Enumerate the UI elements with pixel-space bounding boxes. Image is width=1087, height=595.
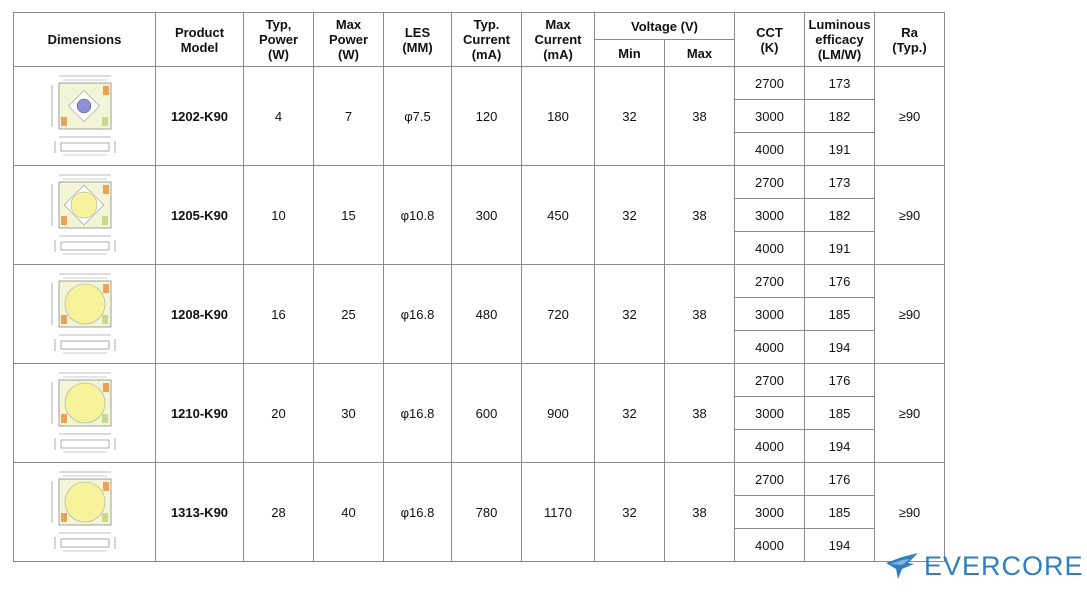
efficacy-value: 176 [805, 463, 875, 496]
typ-current: 600 [452, 364, 522, 463]
max-power: 30 [314, 364, 384, 463]
cct-value: 2700 [735, 67, 805, 100]
efficacy-value: 182 [805, 100, 875, 133]
voltage-min: 32 [595, 67, 665, 166]
les: φ7.5 [384, 67, 452, 166]
header-typ-current [452, 13, 522, 67]
efficacy-value: 173 [805, 166, 875, 199]
typ-power: 20 [244, 364, 314, 463]
cct-value: 3000 [735, 397, 805, 430]
header-max-current-text: Max Current (mA) [534, 17, 582, 62]
header-ra [875, 13, 945, 67]
max-power: 7 [314, 67, 384, 166]
cct-value: 4000 [735, 331, 805, 364]
header-max-power [314, 13, 384, 67]
voltage-min: 32 [595, 364, 665, 463]
cct-value: 2700 [735, 265, 805, 298]
header-les [384, 13, 452, 67]
efficacy-value: 176 [805, 265, 875, 298]
product-model: 1208-K90 [156, 265, 244, 364]
efficacy-value: 191 [805, 133, 875, 166]
cct-value: 2700 [735, 166, 805, 199]
typ-power: 28 [244, 463, 314, 562]
header-voltage-min: Min [595, 40, 665, 67]
product-model: 1210-K90 [156, 364, 244, 463]
voltage-min: 32 [595, 166, 665, 265]
efficacy-value: 185 [805, 496, 875, 529]
typ-current: 300 [452, 166, 522, 265]
efficacy-value: 182 [805, 199, 875, 232]
cct-value: 4000 [735, 529, 805, 562]
header-max-current [522, 13, 595, 67]
header-ra-text: Ra (Typ.) [892, 24, 927, 55]
product-model: 1313-K90 [156, 463, 244, 562]
cct-value: 4000 [735, 430, 805, 463]
dimension-drawing-cell [14, 364, 156, 463]
header-luminous-efficacy-text: Luminous efficacy (LM/W) [808, 17, 871, 62]
spec-table-body [14, 67, 945, 562]
efficacy-value: 185 [805, 397, 875, 430]
table-row [14, 166, 945, 199]
header-max-power-text: Max Power (W) [328, 17, 368, 62]
voltage-max: 38 [665, 265, 735, 364]
efficacy-value: 185 [805, 298, 875, 331]
header-product-model [156, 13, 244, 67]
efficacy-value: 173 [805, 67, 875, 100]
header-typ-power-text: Typ, Power (W) [258, 17, 298, 62]
voltage-min: 32 [595, 463, 665, 562]
cct-value: 2700 [735, 463, 805, 496]
cct-value: 2700 [735, 364, 805, 397]
brand-bird-icon [884, 551, 920, 581]
led-dimension-drawing [45, 368, 125, 458]
les: φ10.8 [384, 166, 452, 265]
max-power: 15 [314, 166, 384, 265]
table-row [14, 463, 945, 496]
cct-value: 3000 [735, 199, 805, 232]
header-cct-text: CCT (K) [756, 24, 783, 55]
ra-value: ≥90 [875, 67, 945, 166]
cct-value: 4000 [735, 133, 805, 166]
dimension-drawing-cell [14, 265, 156, 364]
max-current: 900 [522, 364, 595, 463]
voltage-max: 38 [665, 166, 735, 265]
header-cct [735, 13, 805, 67]
typ-current: 480 [452, 265, 522, 364]
table-row [14, 67, 945, 100]
les: φ16.8 [384, 463, 452, 562]
typ-power: 16 [244, 265, 314, 364]
spec-table [13, 12, 945, 562]
cct-value: 3000 [735, 298, 805, 331]
ra-value: ≥90 [875, 265, 945, 364]
efficacy-value: 191 [805, 232, 875, 265]
dimension-drawing-cell [14, 67, 156, 166]
voltage-max: 38 [665, 67, 735, 166]
header-voltage: Voltage (V) [595, 13, 735, 40]
cct-value: 3000 [735, 100, 805, 133]
typ-power: 4 [244, 67, 314, 166]
max-power: 40 [314, 463, 384, 562]
header-voltage-max: Max [665, 40, 735, 67]
typ-current: 780 [452, 463, 522, 562]
header-les-text: LES (MM) [402, 24, 433, 55]
max-current: 720 [522, 265, 595, 364]
efficacy-value: 194 [805, 331, 875, 364]
efficacy-value: 176 [805, 364, 875, 397]
ra-value: ≥90 [875, 364, 945, 463]
led-dimension-drawing [45, 269, 125, 359]
voltage-max: 38 [665, 463, 735, 562]
ra-value: ≥90 [875, 166, 945, 265]
header-luminous-efficacy [805, 13, 875, 67]
typ-current: 120 [452, 67, 522, 166]
max-current: 450 [522, 166, 595, 265]
product-model: 1202-K90 [156, 67, 244, 166]
voltage-min: 32 [595, 265, 665, 364]
max-current: 180 [522, 67, 595, 166]
table-row [14, 364, 945, 397]
header-typ-current-text: Typ. Current (mA) [463, 17, 510, 62]
dimension-drawing-cell [14, 463, 156, 562]
efficacy-value: 194 [805, 430, 875, 463]
cct-value: 4000 [735, 232, 805, 265]
header-product-model-text: Product Model [174, 24, 225, 55]
max-current: 1170 [522, 463, 595, 562]
led-dimension-drawing [45, 71, 125, 161]
header-typ-power [244, 13, 314, 67]
voltage-max: 38 [665, 364, 735, 463]
cct-value: 3000 [735, 496, 805, 529]
led-dimension-drawing [45, 467, 125, 557]
efficacy-value: 194 [805, 529, 875, 562]
les: φ16.8 [384, 265, 452, 364]
brand-logo [884, 548, 1084, 584]
led-dimension-drawing [45, 170, 125, 260]
ra-value: ≥90 [875, 463, 945, 562]
typ-power: 10 [244, 166, 314, 265]
brand-name: EVERCORE [924, 550, 1084, 581]
header-dimensions: Dimensions [14, 13, 156, 67]
product-model: 1205-K90 [156, 166, 244, 265]
dimension-drawing-cell [14, 166, 156, 265]
table-row [14, 265, 945, 298]
les: φ16.8 [384, 364, 452, 463]
max-power: 25 [314, 265, 384, 364]
